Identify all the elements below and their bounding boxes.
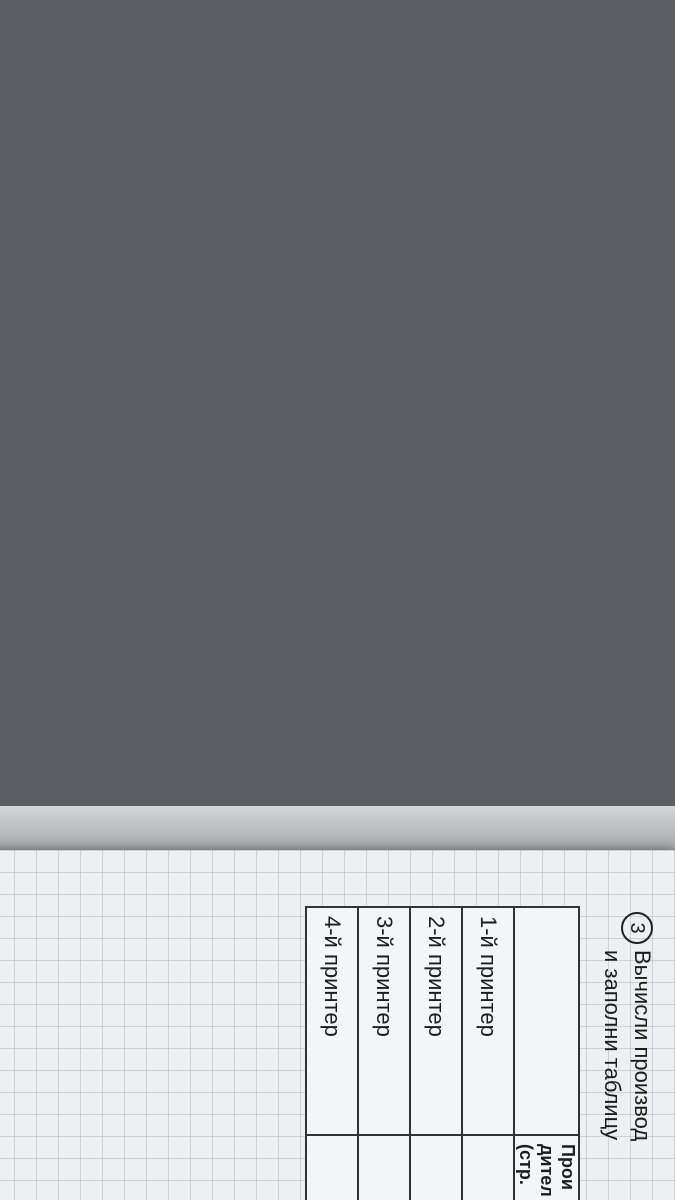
table-row bbox=[306, 907, 358, 1200]
table-row bbox=[358, 907, 410, 1200]
task-3-line: и заполни таблицу bbox=[600, 950, 625, 1141]
printer-label: 4-й принтер bbox=[306, 907, 358, 1135]
answer-cell[interactable] bbox=[462, 1135, 514, 1200]
task-3-number: 3 bbox=[621, 912, 653, 944]
header-line: дител bbox=[537, 1144, 557, 1197]
printer-label: 3-й принтер bbox=[358, 907, 410, 1135]
table-header-blank bbox=[514, 907, 579, 1135]
table-header-row bbox=[514, 907, 579, 1200]
answer-cell[interactable] bbox=[358, 1135, 410, 1200]
second-page bbox=[0, 850, 675, 1200]
header-line: Прои bbox=[558, 1144, 578, 1190]
header-line: (стр. bbox=[516, 1144, 536, 1185]
table-header-cell bbox=[514, 1135, 579, 1200]
table-row bbox=[462, 907, 514, 1200]
second-page-holder bbox=[0, 850, 675, 1200]
book-spine bbox=[0, 806, 675, 856]
task-3-line: Вычисли производ bbox=[630, 950, 655, 1142]
printer-label: 1-й принтер bbox=[462, 907, 514, 1135]
printers-table bbox=[305, 906, 580, 1200]
printer-label: 2-й принтер bbox=[410, 907, 462, 1135]
answer-cell[interactable] bbox=[306, 1135, 358, 1200]
task-3-text bbox=[597, 950, 657, 1141]
answer-cell[interactable] bbox=[410, 1135, 462, 1200]
table-row bbox=[410, 907, 462, 1200]
